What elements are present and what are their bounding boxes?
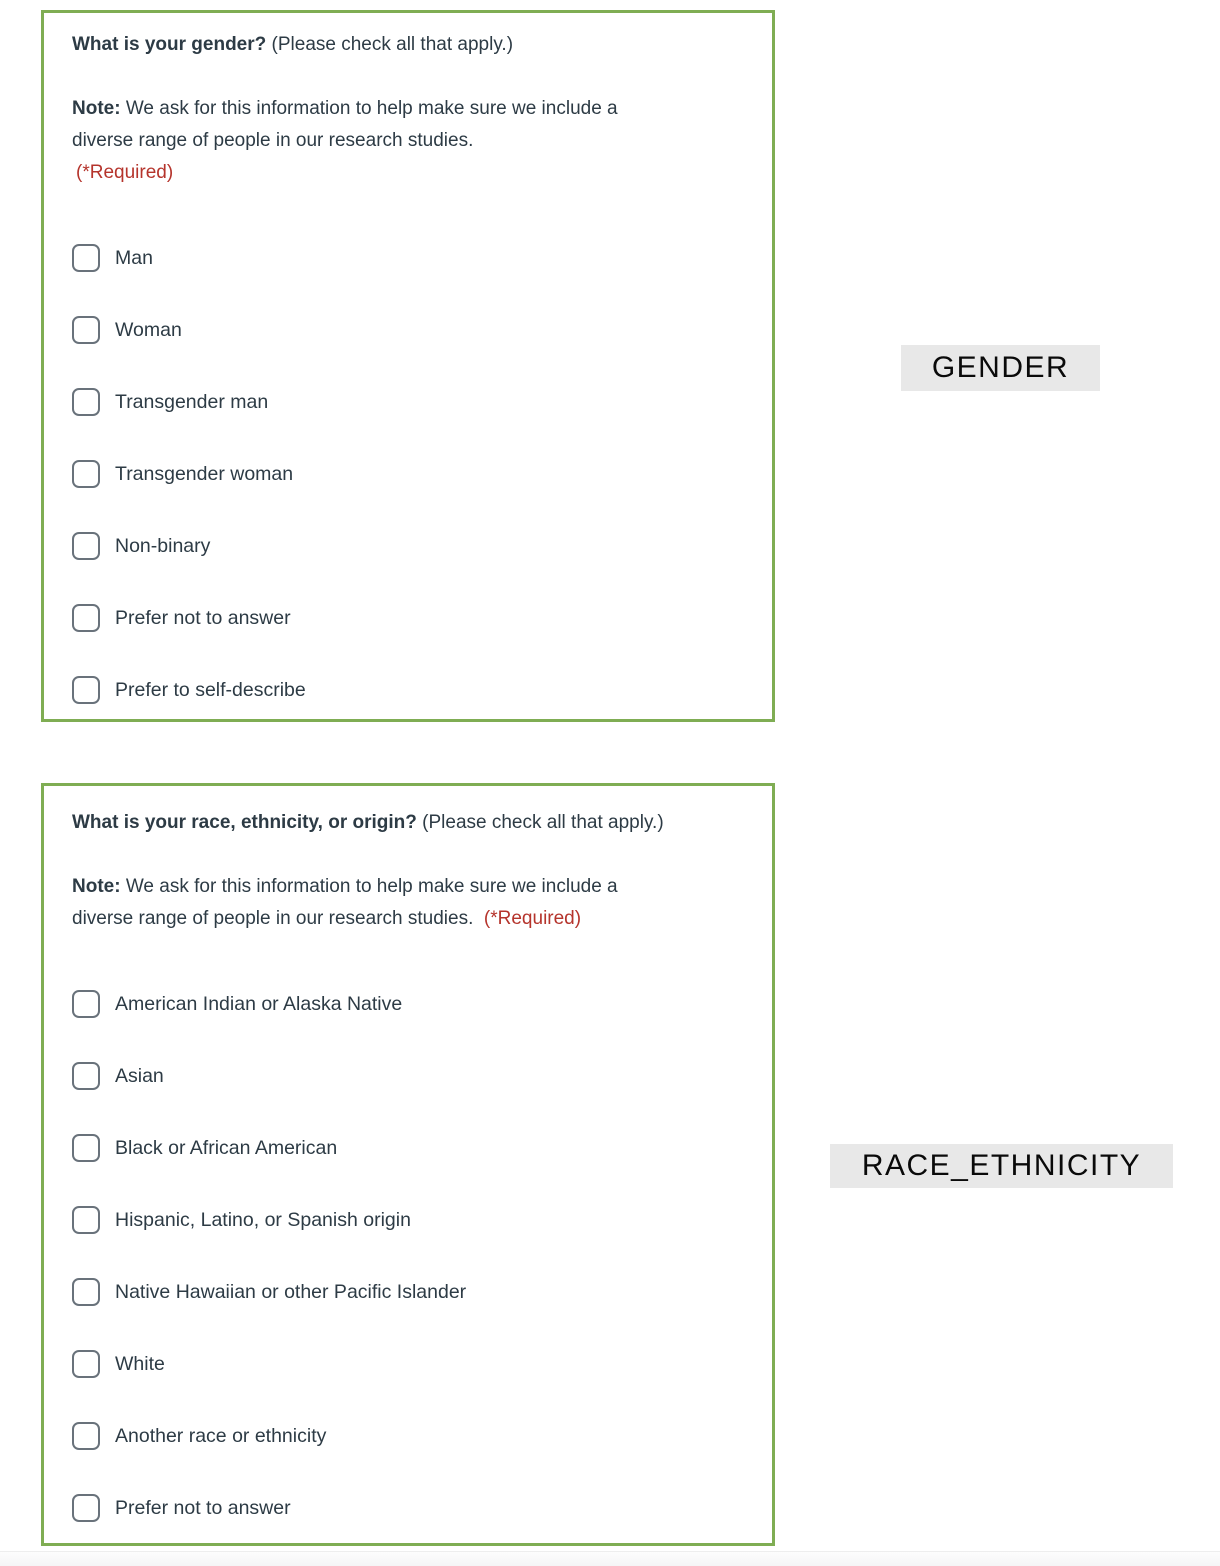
gender-question-box (41, 10, 775, 722)
checkbox[interactable] (72, 244, 100, 272)
checkbox-option-row[interactable] (72, 604, 744, 632)
gender-required-label: (*Required) (76, 162, 174, 183)
checkbox-option-label[interactable]: Woman (115, 319, 182, 341)
checkbox-option-row[interactable] (72, 532, 744, 560)
race-required-label: (*Required) (483, 908, 582, 929)
checkbox-option-label[interactable]: Prefer not to answer (115, 1497, 291, 1519)
gender-options-list (72, 244, 744, 704)
checkbox-option-label[interactable]: American Indian or Alaska Native (115, 993, 403, 1015)
checkbox[interactable] (72, 316, 100, 344)
race-question-instruction: (Please check all that apply.) (416, 812, 664, 833)
checkbox[interactable] (72, 676, 100, 704)
checkbox-option-label[interactable]: Prefer to self-describe (115, 679, 306, 701)
checkbox-option-row[interactable] (72, 990, 744, 1018)
checkbox-option-row[interactable] (72, 1278, 744, 1306)
checkbox-option-label[interactable]: Transgender woman (115, 463, 294, 485)
race-question-text: What is your race, ethnicity, or origin? (72, 812, 417, 833)
gender-question-instruction: (Please check all that apply.) (266, 34, 514, 55)
checkbox-option-label[interactable]: Man (115, 247, 153, 269)
checkbox-option-label[interactable]: Black or African American (115, 1137, 338, 1159)
checkbox-option-label[interactable]: White (115, 1353, 165, 1375)
note-text: We ask for this information to help make sure we include a diverse range of people in our research studies. (72, 876, 618, 929)
page-bottom-edge (0, 1551, 1220, 1566)
checkbox-option-row[interactable] (72, 244, 744, 272)
note-label: Note: (72, 98, 121, 119)
checkbox-option-row[interactable] (72, 676, 744, 704)
checkbox-option-row[interactable] (72, 1206, 744, 1234)
checkbox-option-label[interactable]: Transgender man (115, 391, 269, 413)
checkbox-option-row[interactable] (72, 460, 744, 488)
checkbox-option-label[interactable]: Hispanic, Latino, or Spanish origin (115, 1209, 411, 1231)
checkbox-option-row[interactable] (72, 316, 744, 344)
checkbox-option-row[interactable] (72, 1134, 744, 1162)
race-question-note (72, 871, 672, 935)
race-question-box (41, 783, 775, 1546)
race-question-title (72, 808, 744, 837)
note-label: Note: (72, 876, 121, 897)
gender-question-note (72, 93, 672, 157)
checkbox[interactable] (72, 532, 100, 560)
checkbox-option-row[interactable] (72, 1494, 744, 1522)
checkbox[interactable] (72, 388, 100, 416)
checkbox[interactable] (72, 1206, 100, 1234)
gender-annotation-tag: GENDER (901, 345, 1100, 391)
checkbox-option-label[interactable]: Another race or ethnicity (115, 1425, 327, 1447)
checkbox-option-label[interactable]: Non-binary (115, 535, 211, 557)
note-text: We ask for this information to help make sure we include a diverse range of people in our research studies. (72, 98, 618, 151)
checkbox-option-row[interactable] (72, 1422, 744, 1450)
checkbox[interactable] (72, 1062, 100, 1090)
checkbox-option-label[interactable]: Prefer not to answer (115, 607, 291, 629)
checkbox[interactable] (72, 990, 100, 1018)
checkbox-option-label[interactable]: Asian (115, 1065, 164, 1087)
checkbox[interactable] (72, 604, 100, 632)
race-annotation-tag: RACE_ETHNICITY (830, 1144, 1173, 1188)
checkbox[interactable] (72, 1422, 100, 1450)
gender-question-title (72, 30, 744, 59)
checkbox-option-row[interactable] (72, 1350, 744, 1378)
checkbox-option-row[interactable] (72, 388, 744, 416)
checkbox[interactable] (72, 1134, 100, 1162)
checkbox-option-label[interactable]: Native Hawaiian or other Pacific Islander (115, 1281, 467, 1303)
checkbox-option-row[interactable] (72, 1062, 744, 1090)
race-options-list (72, 990, 744, 1522)
gender-question-text: What is your gender? (72, 34, 267, 55)
checkbox[interactable] (72, 1494, 100, 1522)
checkbox[interactable] (72, 1350, 100, 1378)
checkbox[interactable] (72, 460, 100, 488)
checkbox[interactable] (72, 1278, 100, 1306)
